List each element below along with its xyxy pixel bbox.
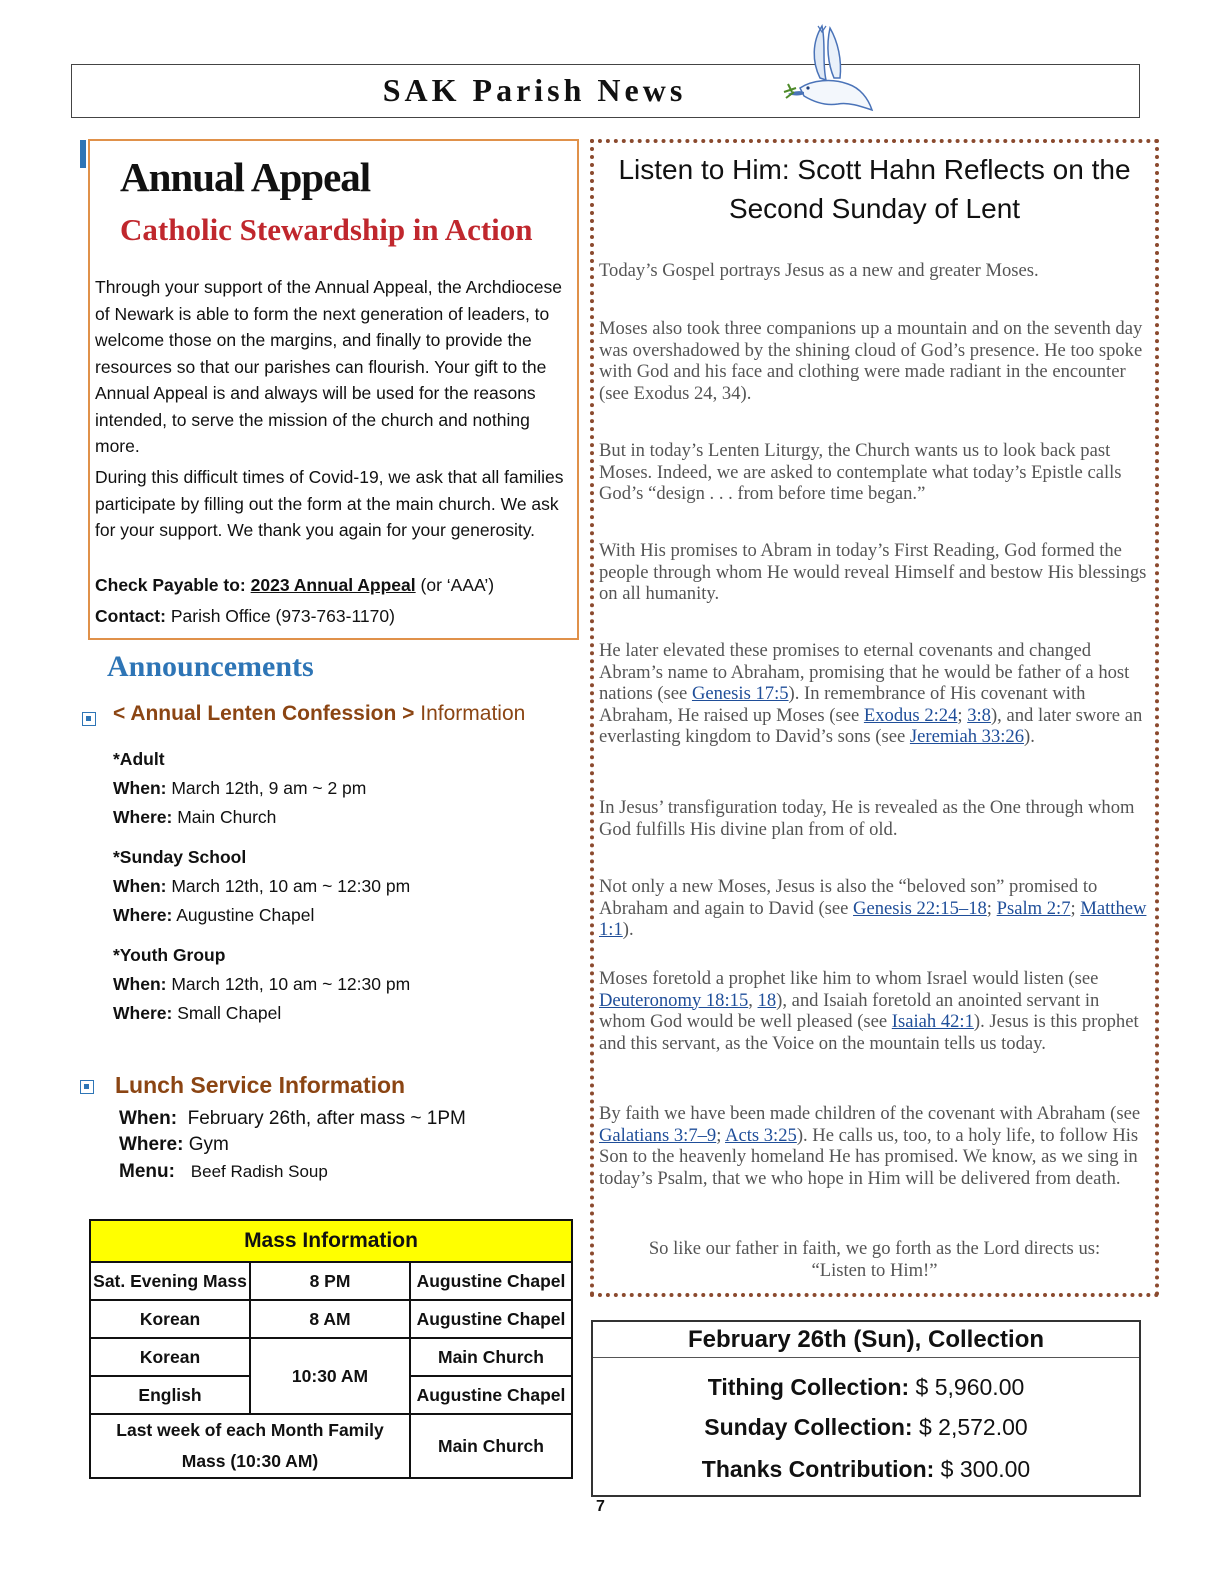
mass-name: Last week of each Month Family Mass (10:30 AM): [90, 1414, 410, 1478]
collection-title: February 26th (Sun), Collection: [593, 1322, 1139, 1358]
page-number: 7: [596, 1498, 605, 1515]
when-label: When:: [113, 876, 167, 896]
article-paragraph-6: In Jesus’ transfiguration today, He is revealed as the One through whom God fulfills His divine plan from of old.: [599, 797, 1135, 840]
galatians-3-7-link[interactable]: Galatians 3:7–9: [599, 1124, 717, 1146]
check-payable-note: (or ‘AAA’): [420, 575, 495, 595]
article-paragraph-7: Not only a new Moses, Jesus is also the “beloved son” promised to Abraham and again to David (see Genesis 22:15–18; Psalm 2:7; Matthew 1:1).: [599, 876, 1147, 940]
group-when: March 12th, 10 am ~ 12:30 pm: [171, 974, 411, 994]
article-closing: So like our father in faith, we go forth as the Lord directs us: “Listen to Him!”: [648, 1238, 1101, 1281]
group-when: March 12th, 9 am ~ 2 pm: [171, 778, 367, 798]
genesis-17-5-link[interactable]: Genesis 17:5: [691, 683, 789, 704]
lenten-heading-bold: < Annual Lenten Confession >: [113, 702, 415, 725]
check-payable-line: [95, 575, 494, 596]
tithing-label: Tithing Collection:: [707, 1374, 910, 1400]
sunday-value: $ 2,572.00: [912, 1414, 1028, 1440]
contact-line: [95, 606, 395, 627]
isaiah-42-1-link[interactable]: Isaiah 42:1: [891, 1011, 974, 1032]
mass-name: Sat. Evening Mass: [90, 1262, 250, 1300]
mass-location: Augustine Chapel: [410, 1262, 572, 1300]
mass-location: Augustine Chapel: [410, 1300, 572, 1338]
contact-value: Parish Office (973-763-1170): [170, 606, 395, 626]
group-name: *Youth Group: [113, 945, 226, 965]
sunday-collection-line: [593, 1414, 1139, 1441]
psalm-2-7-link[interactable]: Psalm 2:7: [996, 897, 1071, 919]
group-where: Small Chapel: [177, 1003, 282, 1023]
article-paragraph-3: But in today’s Lenten Liturgy, the Church wants us to look back past Moses. Indeed, we are asked to contemplate what today’s Epistle calls God’s “design . . . from before time began.”: [599, 440, 1122, 504]
mass-time: 8 PM: [250, 1262, 410, 1300]
when-label: When:: [113, 974, 167, 994]
mass-location: Main Church: [410, 1338, 572, 1376]
exodus-2-24-link[interactable]: Exodus 2:24: [863, 704, 958, 726]
schedule-youth-group: [113, 941, 410, 1028]
thanks-value: $ 300.00: [934, 1456, 1031, 1482]
lunch-menu-value: Beef Radish Soup: [190, 1162, 328, 1181]
appeal-title: Annual Appeal: [120, 154, 371, 200]
group-where: Main Church: [177, 807, 277, 827]
mass-table-title: Mass Information: [90, 1220, 572, 1262]
article-paragraph-2: Moses also took three companions up a mountain and on the seventh day was overshadowed by the shining cloud of God’s presence. He too spoke with God and his face and clothing were made radiant in the encounter (see Exodus 24, 34).: [599, 318, 1143, 404]
newsletter-title: SAK Parish News: [382, 72, 687, 108]
lunch-menu-label: Menu:: [119, 1161, 175, 1182]
lunch-menu: [119, 1158, 328, 1185]
tithing-value: $ 5,960.00: [909, 1374, 1025, 1400]
mass-time: 10:30 AM: [250, 1338, 410, 1414]
jeremiah-33-26-link[interactable]: Jeremiah 33:26: [909, 726, 1025, 747]
article-paragraph-4: With His promises to Abram in today’s First Reading, God formed the people through whom He would reveal Himself and bestow His blessings on all humanity.: [599, 540, 1147, 604]
bullet-square-icon: [80, 1080, 94, 1094]
group-name: *Sunday School: [113, 847, 247, 867]
lunch-where-label: Where:: [119, 1134, 184, 1155]
lunch-when-label: When:: [119, 1108, 178, 1129]
dove-icon: [782, 22, 878, 122]
lunch-service-heading: Lunch Service Information: [115, 1072, 406, 1098]
deuteronomy-18-15-link[interactable]: Deuteronomy 18:15: [599, 989, 749, 1011]
bullet-square-icon: [82, 712, 96, 726]
article-paragraph-1: Today’s Gospel portrays Jesus as a new and greater Moses.: [599, 260, 1039, 281]
check-payable-value: 2023 Annual Appeal: [250, 575, 416, 595]
genesis-22-15-link[interactable]: Genesis 22:15–18: [853, 897, 987, 919]
article-paragraph-8: Moses foretold a prophet like him to whom Israel would listen (see Deuteronomy 18:15, 18), and Isaiah foretold an anointed servant in whom God would be well pleased (see Isaiah 42:1). Jesus is this prophet and this servant, as the Voice on the mountain tells us today.: [599, 968, 1139, 1054]
appeal-subtitle: Catholic Stewardship in Action: [120, 212, 533, 247]
mass-time: 8 AM: [250, 1300, 410, 1338]
exodus-3-8-link[interactable]: 3:8: [967, 704, 991, 726]
matthew-1-1-link[interactable]: Matthew 1:1: [599, 897, 1147, 940]
table-row: [90, 1414, 572, 1478]
article-paragraph-9: By faith we have been made children of the covenant with Abraham (see Galatians 3:7–9; Acts 3:25). He calls us, too, to a holy life, to follow His Son to the heavenly homeland He has promised. We know, as we sing in today’s Psalm, that we who hope in Him will be delivered from death.: [599, 1103, 1141, 1189]
table-row: [90, 1300, 572, 1338]
thanks-label: Thanks Contribution:: [701, 1456, 935, 1482]
table-row: [90, 1338, 572, 1376]
lunch-when-value: February 26th, after mass ~ 1PM: [187, 1108, 466, 1129]
mass-location: Augustine Chapel: [410, 1376, 572, 1414]
group-name: *Adult: [113, 749, 165, 769]
lenten-confession-heading: [113, 702, 525, 726]
table-row: [90, 1262, 572, 1300]
group-when: March 12th, 10 am ~ 12:30 pm: [171, 876, 411, 896]
article-title: Listen to Him: Scott Hahn Reflects on the Second Sunday of Lent: [618, 154, 1131, 224]
lenten-heading-rest: Information: [414, 702, 526, 725]
mass-name: Korean: [90, 1338, 250, 1376]
lunch-when: [119, 1105, 466, 1132]
check-payable-label: Check Payable to:: [95, 575, 246, 595]
lunch-where: [119, 1131, 229, 1158]
appeal-accent-bar: [80, 140, 86, 168]
announcements-title: Announcements: [107, 650, 314, 683]
appeal-paragraph-2: During this difficult times of Covid-19, we ask that all families participate by filling out the form at the main church. We ask for your support. We thank you again for your generosity.: [95, 467, 564, 540]
deuteronomy-18-18-link[interactable]: 18: [757, 989, 777, 1011]
when-label: When:: [113, 778, 167, 798]
where-label: Where:: [113, 905, 173, 925]
mass-location: Main Church: [410, 1414, 572, 1478]
mass-name: English: [90, 1376, 250, 1414]
acts-3-25-link[interactable]: Acts 3:25: [725, 1124, 797, 1146]
contact-label: Contact:: [95, 606, 166, 626]
appeal-paragraph-1: Through your support of the Annual Appeal, the Archdiocese of Newark is able to form the next generation of leaders, to welcome those on the margins, and finally to provide the resources so that our parishes can flourish. Your gift to the Annual Appeal is and always will be used for the reasons intended, to serve the mission of the church and nothing more.: [95, 277, 562, 456]
schedule-sunday-school: [113, 843, 410, 930]
where-label: Where:: [113, 1003, 173, 1023]
group-where: Augustine Chapel: [176, 905, 315, 925]
mass-information-table: [89, 1219, 573, 1479]
sunday-label: Sunday Collection:: [704, 1414, 913, 1440]
schedule-adult: [113, 745, 366, 832]
where-label: Where:: [113, 807, 173, 827]
thanks-contribution-line: [593, 1456, 1139, 1483]
article-paragraph-5: He later elevated these promises to eternal covenants and changed Abram’s name to Abraham, promising that he would be father of a host nations (see Genesis 17:5). In remembrance of His covenant with Abraham, He raised up Moses (see Exodus 2:24; 3:8), and later swore an everlasting kingdom to David’s sons (see Jeremiah 33:26).: [599, 640, 1143, 747]
tithing-collection-line: [593, 1374, 1139, 1401]
lunch-where-value: Gym: [188, 1134, 229, 1155]
mass-name: Korean: [90, 1300, 250, 1338]
